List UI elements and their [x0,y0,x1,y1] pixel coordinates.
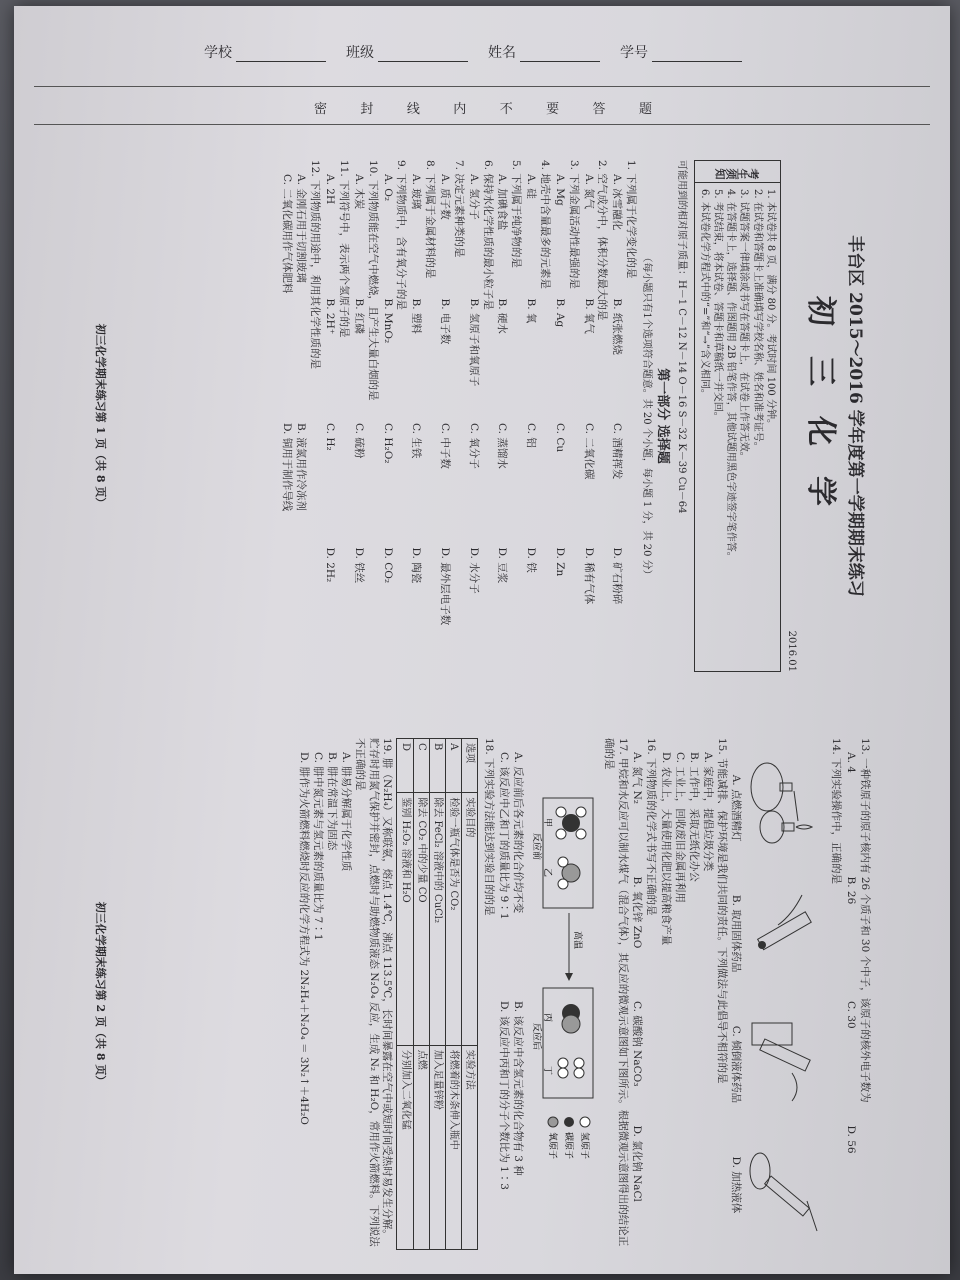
question-stem: 19. 肼（N₂H₄）又称联氨，熔点 1.4℃，沸点 113.5℃，长时间暴露在空气中或短时间受热时易发生分解。贮存时用氮气保护并密封，点燃时与助燃物质液态 N₂O₄ 反应，生成 N₂ 和 H₂O，常用作火箭燃料。下列说法不正确的是 [353,738,394,1247]
option[interactable]: B. 塑料 [410,298,423,334]
option[interactable]: B. 氧气 [582,298,595,334]
option[interactable]: B. Ag [553,298,566,328]
label-jia: 甲 [541,818,552,828]
class-field: 班级 [346,42,468,62]
binding-header [14,6,950,146]
exam-date: 2016.01 [785,630,797,672]
lab-figures [744,738,822,1250]
option[interactable]: A. 4 [845,752,858,773]
option[interactable]: D. 陶瓷 [410,547,423,584]
option[interactable]: D. 最外层电子数 [438,547,451,626]
option[interactable]: D. 农业上，大量使用化肥以提高粮食产量 [660,752,673,946]
alcohol-lamp-figure [744,747,822,857]
option[interactable]: B. 纸张燃烧 [611,298,624,355]
class-blank[interactable] [378,48,468,62]
option[interactable]: C. Cu [553,423,566,453]
heat-liquid-figure [744,1131,822,1241]
notice-list [695,183,780,568]
legend-oxygen-marker [548,1117,558,1127]
option[interactable]: B. 2H⁺ [324,298,337,335]
part-heading: 第一部分 选择题 [655,368,671,464]
question-5 [495,160,523,672]
legend-hydrogen: 氢原子 [578,1132,589,1160]
question-stem: 1. 下列属于化学变化的是 [625,160,638,279]
option[interactable]: A. O₂ [381,174,394,202]
option[interactable]: C. 碳酸钠 NaCO₃ [631,1001,644,1087]
notice-label: 考生须知 [695,161,780,183]
option[interactable]: C. H₂O₂ [381,423,394,464]
option[interactable]: B. 氧化锌 ZnO [631,876,644,949]
option[interactable]: D. Zn [553,547,566,577]
table-row[interactable]: A 检验一瓶气体是否为 CO₂ 将燃着的木条伸入瓶中 [446,739,462,1250]
option[interactable]: D. 56 [845,1125,858,1154]
exam-paper [14,6,950,1274]
name-blank[interactable] [520,48,600,62]
notice-item: 3. 试题答案一律填涂或书写在答题卡上，在试卷上作答无效。 [738,189,750,462]
seal-line-bottom [34,124,930,125]
option[interactable]: B. 工作中，采取无纸化办公 [687,752,700,882]
option[interactable]: B. 液氮用作冷冻剂 [295,423,308,511]
option[interactable]: A. 2H [324,174,337,205]
table-header: 实验目的 [462,793,478,1045]
table-row[interactable]: C 除去 CO₂ 中的少量 CO 点燃 [413,739,429,1250]
option[interactable]: A. 点燃酒精灯 [730,774,743,842]
question-stem: 10. 下列物质能在空气中燃烧，且产生大量白烟的是 [366,160,379,401]
question-4 [523,160,551,672]
question-8 [408,160,436,672]
option[interactable]: C. 氧分子 [467,423,480,469]
page-footer: 初三化学期末练习第 1 页（共 8 页） [93,323,107,509]
notice-item: 6. 本试卷化学方程式中的“=”和“→”含义相同。 [698,189,710,399]
subject-title: 初三化学 [802,296,838,536]
option[interactable]: C. 该反应中乙和丁的质量比为 9∶1 [498,752,511,920]
question-3 [552,160,580,672]
legend-carbon: 碳原子 [562,1132,573,1160]
question-7 [437,160,465,672]
option[interactable]: B. 该反应中含氢元素的化合物有 3 种 [511,1001,524,1176]
legend-hydrogen-marker [580,1117,590,1127]
option[interactable]: A. 氮气 N₂ [631,752,644,804]
option[interactable]: A. 冰雪融化 [611,174,624,231]
option[interactable]: A. 玻璃 [410,174,423,210]
option[interactable]: A. 加碘食盐 [496,174,509,231]
option[interactable]: A. 氮气 [582,174,595,210]
option[interactable]: D. CO₂ [381,547,394,584]
option[interactable]: A. 氢分子 [467,174,480,220]
candidate-notice-box [694,160,781,672]
question-2 [581,160,609,672]
question-13 [843,738,871,1250]
question-stem: 2. 空气成分中，体积分数最大的是 [596,160,609,321]
legend-oxygen: 氧原子 [546,1132,557,1160]
pour-liquid-figure [744,1003,822,1113]
question-stem: 11. 下列符号中，表示两个氢原子的是 [337,160,350,338]
school-field: 学校 [204,42,326,62]
option[interactable]: D. 水分子 [467,547,480,594]
table-row[interactable]: D 鉴别 H₂O₂ 溶液和 H₂O 分别加入二氧化锰 [397,739,413,1250]
question-stem: 4. 地壳中含量最多的元素是 [538,160,551,289]
solid-reagent-figure [744,875,822,985]
option[interactable]: C. 30 [845,1001,858,1029]
option[interactable]: C. 倾倒液体药品 [730,1025,743,1104]
name-field: 姓名 [488,42,600,62]
rotated-spread [82,146,882,1266]
option[interactable]: C. 工业上，回收废旧金属再利用 [673,752,686,903]
option[interactable]: A. 硅 [525,174,538,199]
table-header: 实验方法 [462,1045,478,1249]
option[interactable]: A. 肼易分解属于化学性质 [339,752,352,872]
option[interactable]: C. 二氧化碳 [582,423,595,480]
carbon-atom [562,814,580,832]
option[interactable]: C. 生铁 [410,423,423,459]
question-12 [280,160,322,672]
option[interactable]: B. 氢原子和氧原子 [467,298,480,387]
option[interactable]: B. 26 [845,876,858,905]
option[interactable]: D. 肼作为火箭燃料燃烧时反应的化学方程式为 2N₂H₄＋N₂O₄ ＝ 3N₂↑＋4H₂O [298,752,311,1125]
page-2 [82,724,882,1264]
option[interactable]: C. 硫粉 [352,423,365,459]
option[interactable]: B. 电子数 [438,298,451,345]
table-header: 选项 [462,739,478,793]
question-stem: 9. 下列物质中，含有氧分子的是 [395,160,408,310]
exam-title: 丰台区 2015～2016 学年度第一学期期末练习 [845,235,865,597]
option[interactable]: D. 该反应中丙和丁的分子个数比为 1∶3 [498,1001,511,1190]
option[interactable]: D. 矿石粉碎 [611,547,624,605]
question-stem: 5. 下列属于纯净物的是 [510,160,523,268]
question-18 [396,738,495,1250]
option[interactable]: A. Mg [553,174,566,206]
question-stem: 12. 下列物质的用途中，利用其化学性质的是 [309,160,322,370]
reaction-diagram [530,738,597,1248]
after-box [543,988,593,1098]
page-footer: 初三化学期末练习第 2 页（共 8 页） [93,901,107,1087]
atomic-masses: 可能用到的相对原子质量：H－1 C－12 N－14 O－16 S－32 K－39 Cu－64 [675,160,687,514]
notice-item: 5. 考试结束，将本试卷、答题卡和草稿纸一并交回。 [712,189,724,422]
notice-item: 1. 本试卷共 8 页，满分 80 分。考试时间 100 分钟。 [764,189,776,429]
page-1 [82,146,882,686]
label-after: 反应后 [530,1023,541,1051]
option[interactable]: C. 肼中氮元素与氢元素的质量比为 7∶1 [312,752,325,941]
school-blank[interactable] [236,48,326,62]
student-no-field: 学号 [620,42,742,62]
student-info-row [204,42,804,62]
option[interactable]: C. 酒精挥发 [611,423,624,480]
option[interactable]: D. 稀有气体 [582,547,595,605]
option[interactable]: D. 铁 [525,547,538,573]
seal-notice: 密 封 线 内 不 要 答 题 [314,102,654,117]
option[interactable]: B. 肼在常温下为固态 [326,752,339,851]
table-row[interactable]: B 除去 FeCl₂ 溶液中的 CuCl₂ 加入足量锌粉 [429,739,445,1250]
option[interactable]: C. 二氧化碳用作气体肥料 [281,174,294,294]
question-15 [658,738,727,1250]
question-6 [466,160,494,672]
question-list [322,160,637,672]
question-19 [296,738,393,1250]
experiment-table [396,738,478,1250]
option[interactable]: B. 取用固体药品 [730,894,743,973]
question-stem: 7. 决定元素种类的是 [452,160,465,258]
option[interactable]: D. 氯化钠 NaCl [631,1125,644,1202]
option[interactable]: A. 金刚石用于切割玻璃 [295,174,308,283]
question-16 [630,738,658,1250]
question-stem: 14. 下列实验操作中，正确的是 [830,738,843,885]
notice-item: 2. 在试卷和答题卡上准确填写学校名称、姓名和准考证号。 [751,189,763,452]
option[interactable]: B. MnO₂ [381,298,394,344]
option[interactable]: A. 木炭 [352,174,365,210]
option[interactable]: D. 加热液体 [730,1156,743,1214]
question-9 [380,160,408,672]
question-stem: 16. 下列物质的化学式书写不正确的是 [645,738,658,916]
label-yi: 乙 [541,868,552,878]
option[interactable]: B. 氧 [525,298,538,324]
label-bing: 丙 [541,1013,552,1023]
student-no-blank[interactable] [652,48,742,62]
option[interactable]: A. 反应前后各元素的化合价均不变 [511,752,524,914]
option[interactable]: C. H₂ [324,423,337,451]
question-10 [351,160,379,672]
question-14 [729,738,843,1250]
option[interactable]: B. 硬水 [496,298,509,334]
option[interactable]: C. 铝 [525,423,538,448]
question-stem: 6. 保持水化学性质的最小粒子是 [481,160,494,310]
question-17 [496,738,628,1250]
label-before: 反应前 [530,833,541,861]
legend-carbon-marker [564,1117,574,1127]
question-stem: 18. 下列实验方法能达到实验目的的是 [483,738,496,916]
question-11 [322,160,350,672]
option[interactable]: A. 家庭中，提倡垃圾分类 [701,752,714,872]
label-ding: 丁 [541,1066,552,1076]
option[interactable]: D. 豆浆 [496,547,509,584]
option[interactable]: C. 蒸馏水 [496,423,509,469]
question-stem: 3. 下列金属活动性最强的是 [567,160,580,289]
question-stem: 8. 下列属于金属材料的是 [424,160,437,279]
question-1 [609,160,637,672]
option[interactable]: D. 2H₂ [324,547,337,583]
part-instructions: （每小题只有1个选项符合题意。共 20 个小题，每小题 1 分，共 20 分） [641,252,653,580]
question-stem: 13. 一种铁原子的原子核内有 26 个质子和 30 个中子，该原子的核外电子数为 [859,738,871,1103]
question-stem: 15. 节能减排、保护环境是我们共同的责任。下列做法与此倡导不相符的是 [715,738,728,1084]
label-condition: 高温 [571,931,582,950]
seal-line-top [34,86,930,87]
option[interactable]: D. 铜用于制作导线 [281,423,294,512]
option[interactable]: C. 中子数 [438,423,451,469]
question-stem: 17. 甲烷和水反应可以制水煤气（混合气体），其反应的微观示意图如下图所示。根据微观示意图得出的结论正确的是 [602,738,629,1247]
option[interactable]: D. 铁丝 [352,547,365,584]
notice-item: 4. 在答题卡上，选择题、作图题用 2B 铅笔作答，其他试题用黑色字迹签字笔作答。 [725,189,737,562]
option[interactable]: B. 红磷 [352,298,365,334]
option[interactable]: A. 质子数 [438,174,451,220]
